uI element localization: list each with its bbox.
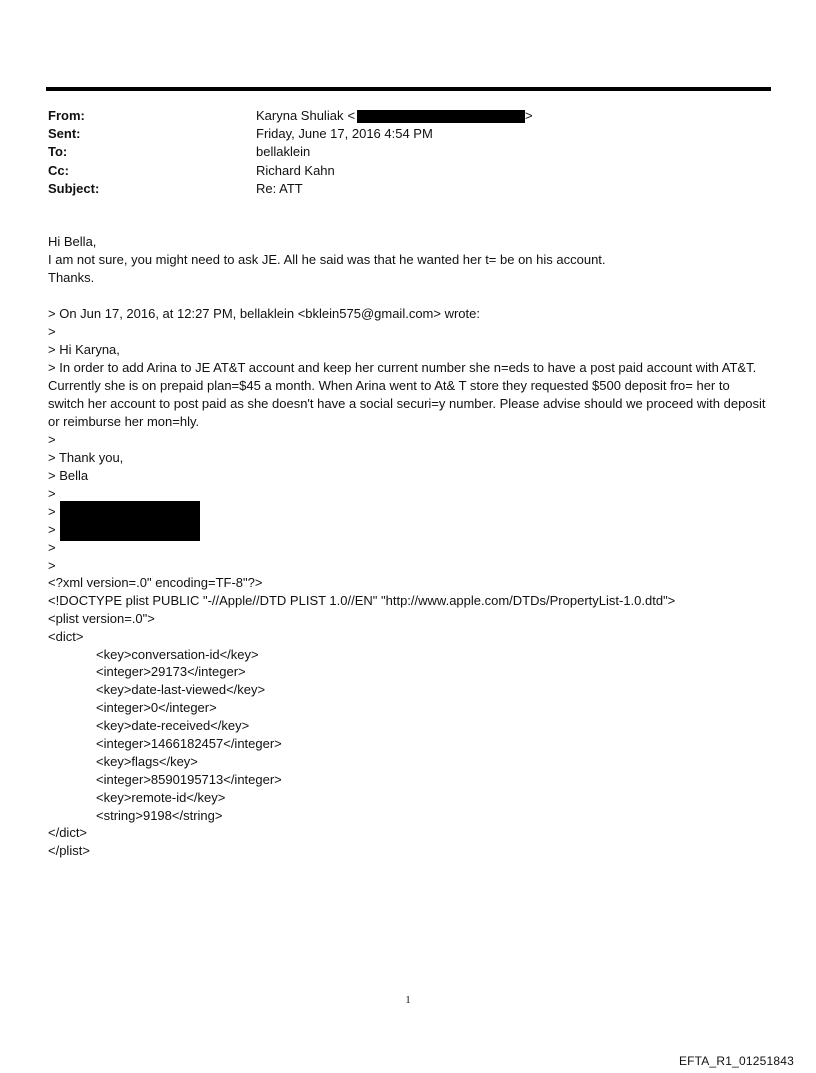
plist-entry: <key>date-last-viewed</key> <box>96 682 266 698</box>
redacted-sender-email <box>357 110 525 123</box>
page-number: 1 <box>405 994 411 1006</box>
from-row <box>48 107 748 125</box>
quote-marker: > <box>48 486 56 501</box>
from-value <box>256 107 533 125</box>
plist-entry: <key>date-received</key> <box>96 718 250 734</box>
bates-number: EFTA_R1_01251843 <box>678 1054 794 1068</box>
reply-text: I am not sure, you might need to ask JE. All he said was that he wanted her t= be on his account. <box>48 252 606 267</box>
plist-entry: <key>conversation-id</key> <box>96 646 259 662</box>
email-header <box>48 107 748 198</box>
sent-row <box>48 125 748 143</box>
doctype-line: <!DOCTYPE plist PUBLIC "-//Apple//DTD PLIST 1.0//EN" "http://www.apple.com/DTDs/PropertyList-1.0.dtd"> <box>48 592 676 608</box>
subject-label: Subject: <box>48 180 100 196</box>
plist-entry: <string>9198</string> <box>96 807 223 823</box>
subject-row <box>48 180 748 198</box>
redacted-signature-block <box>60 501 200 541</box>
from-label: From: <box>48 108 85 123</box>
quoted-greeting: > Hi Karyna, <box>48 342 120 357</box>
email-open-bracket: < <box>347 108 356 123</box>
cc-value: Richard Kahn <box>256 162 335 178</box>
reply-greeting: Hi Bella, <box>48 234 97 249</box>
quote-marker: > <box>48 432 56 447</box>
dict-open: <dict> <box>48 628 84 644</box>
sent-value: Friday, June 17, 2016 4:54 PM <box>256 126 433 142</box>
sent-label: Sent: <box>48 126 81 142</box>
quoted-header: > On Jun 17, 2016, at 12:27 PM, bellaklein <bklein575@gmail.com> wrote: <box>48 306 480 321</box>
to-label: To: <box>48 144 68 160</box>
quote-marker: > <box>48 558 56 573</box>
plist-entry: <integer>0</integer> <box>96 700 217 716</box>
cc-label: Cc: <box>48 162 69 178</box>
quote-marker: > <box>48 504 56 519</box>
plist-entry: <integer>8590195713</integer> <box>96 771 282 787</box>
plist-entry: <integer>29173</integer> <box>96 664 246 680</box>
spacer <box>48 287 768 305</box>
to-row <box>48 143 748 161</box>
sender-name: Karyna Shuliak <box>256 108 344 123</box>
to-value: bellaklein <box>256 144 311 160</box>
quoted-thanks: > Thank you, <box>48 450 124 465</box>
plist-entry: <key>remote-id</key> <box>96 789 226 805</box>
reply-signoff: Thanks. <box>48 270 95 285</box>
dict-close: </dict> <box>48 825 88 841</box>
plist-open: <plist version=.0"> <box>48 610 155 626</box>
xml-declaration: <?xml version=.0" encoding=TF-8"?> <box>48 575 263 590</box>
quote-marker: > <box>48 522 56 537</box>
cc-row <box>48 162 748 180</box>
quoted-name: > Bella <box>48 468 89 483</box>
subject-value: Re: ATT <box>256 180 303 196</box>
header-rule <box>46 87 771 91</box>
plist-entry: <key>flags</key> <box>96 753 198 769</box>
quoted-paragraph: > In order to add Arina to JE AT&T account and keep her current number she n=eds to have a post paid account with AT&T. Currently she is on prepaid plan=$45 a month. When Arina went to At& T store they requested $500 deposit fro= her to switch her account to post paid as she doesn't have a social securi=y number. Please advise should we proceed with deposit or reimburse her mon=hly. <box>48 360 766 429</box>
plist-entry: <integer>1466182457</integer> <box>96 736 282 752</box>
email-close-bracket: > <box>525 108 533 123</box>
plist-metadata <box>48 574 768 860</box>
quote-marker: > <box>48 540 56 555</box>
plist-close: </plist> <box>48 843 90 859</box>
quote-marker: > <box>48 324 56 339</box>
